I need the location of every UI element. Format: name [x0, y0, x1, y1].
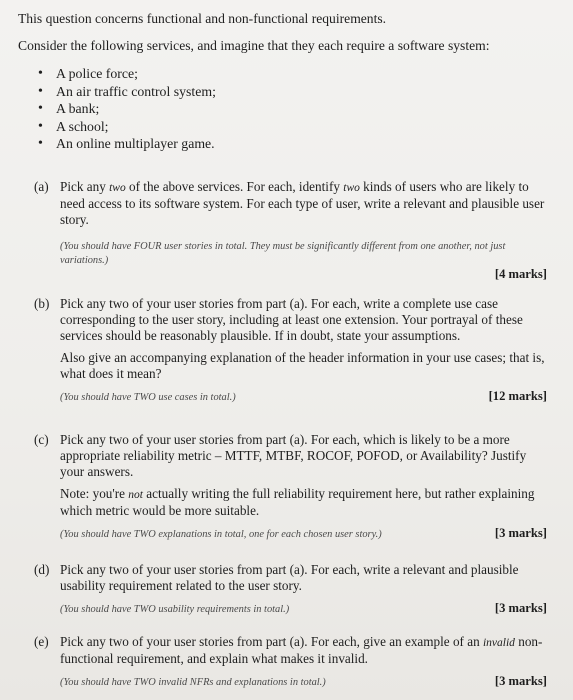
service-item: • A police force; — [38, 65, 216, 83]
part-c-marks: [3 marks] — [494, 526, 547, 540]
part-e-hint: (You should have TWO invalid NFRs and explanations in total.) — [60, 677, 326, 688]
part-b-note: Also give an accompanying explanation of the header information in your use cases; that is, what does it mean? — [60, 350, 545, 381]
part-b-question: Pick any two of your user stories from part (a). For each, write a complete use case corresponding to the user story, including at least one extension. Your portrayal of these services should be reasonably plausible. If in doubt, state your assumptions. — [60, 296, 523, 343]
part-a-marks: [4 marks] — [494, 267, 547, 281]
part-d-label: (d) — [34, 562, 50, 577]
intro-line-2: Consider the following services, and imagine that they each require a software system: — [18, 38, 490, 53]
part-c-question: Pick any two of your user stories from part (a). For each, which is likely to be a more appropriate reliability metric – MTTF, MTBF, ROCOF, POFOD, or Availability? Justify your answers. — [60, 432, 527, 479]
service-item: • An online multiplayer game. — [38, 135, 216, 153]
part-d-hint: (You should have TWO usability requirements in total.) — [60, 604, 290, 615]
part-d-question: Pick any two of your user stories from part (a). For each, write a relevant and plausible usability requirement related to the user story. — [60, 562, 519, 593]
part-b-marks: [12 marks] — [488, 389, 547, 403]
services-list — [38, 65, 216, 153]
part-d-marks: [3 marks] — [494, 601, 547, 615]
part-c — [34, 432, 547, 542]
part-c-note: Note: you're not actually writing the full reliability requirement here, but rather explaining which metric would be more suitable. — [60, 486, 535, 518]
part-b-hint: (You should have TWO use cases in total.) — [60, 392, 236, 403]
service-item: • A school; — [38, 118, 216, 136]
part-c-hint: (You should have TWO explanations in total, one for each chosen user story.) — [60, 529, 382, 540]
part-a-question: Pick any two of the above services. For each, identify two kinds of users who are likely to need access to its software system. For each type of user, write a relevant and plausible user story. — [60, 179, 545, 227]
service-item: • An air traffic control system; — [38, 83, 216, 101]
part-c-label: (c) — [34, 432, 49, 447]
service-item: • A bank; — [38, 100, 216, 118]
part-a-hint: (You should have FOUR user stories in total. They must be significantly different from one another, not just variations.) — [60, 241, 506, 266]
part-b — [34, 296, 547, 405]
part-e-marks: [3 marks] — [494, 674, 547, 688]
part-e — [34, 634, 547, 690]
part-a — [34, 179, 547, 282]
part-b-label: (b) — [34, 296, 50, 311]
part-d — [34, 562, 547, 617]
part-e-question: Pick any two of your user stories from part (a). For each, give an example of an invalid non-functional requirement, and explain what makes it invalid. — [60, 634, 543, 666]
part-e-label: (e) — [34, 634, 49, 649]
intro-line-1: This question concerns functional and non-functional requirements. — [18, 11, 387, 26]
part-a-label: (a) — [34, 179, 49, 194]
